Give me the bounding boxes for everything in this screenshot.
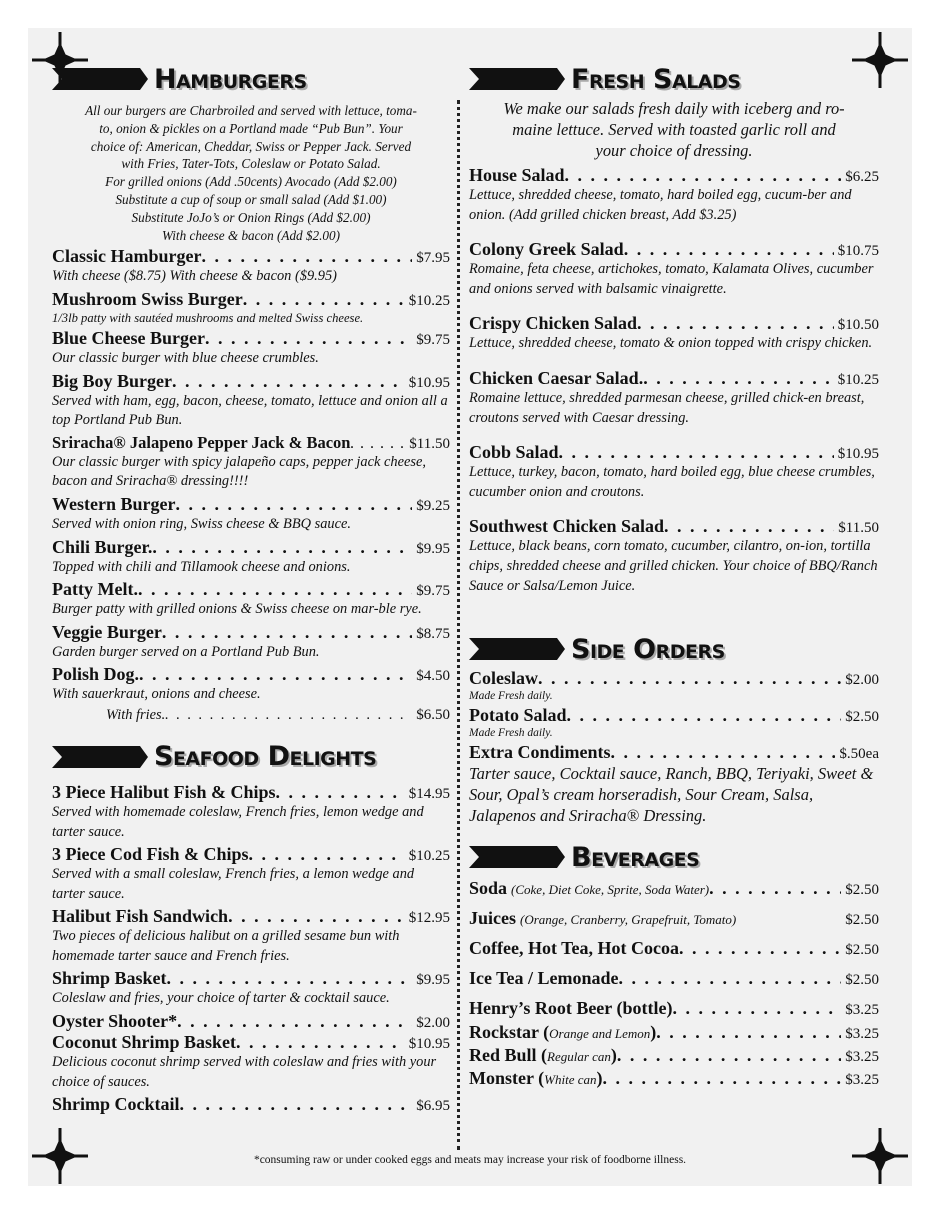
footer-disclaimer: *consuming raw or under cooked eggs and meats may increase your risk of foodborne illness. [253, 1154, 687, 1166]
item-price: $8.75 [416, 625, 450, 642]
menu-item [469, 239, 879, 299]
menu-item [469, 368, 879, 428]
item-price: $3.25 [845, 1026, 879, 1043]
item-price: $9.95 [416, 540, 450, 557]
seafood-header [52, 738, 450, 776]
arrow-banner-icon [52, 68, 148, 90]
item-desc: Served with ham, egg, bacon, cheese, tomato, lettuce and onion all a top Portland Pub Bun. [52, 392, 448, 429]
item-name: Chili Burger. [52, 536, 153, 557]
menu-item [52, 579, 450, 620]
item-note: (Coke, Diet Coke, Sprite, Soda Water) [511, 882, 710, 898]
item-desc: Garden burger served on a Portland Pub Bun. [52, 643, 320, 660]
beverages-header [469, 838, 879, 876]
item-price: $6.25 [845, 169, 879, 185]
item-name: Sriracha® Jalapeno Pepper Jack & Bacon [52, 432, 351, 452]
item-price: $10.95 [408, 374, 450, 391]
menu-item [52, 433, 450, 492]
item-name: Patty Melt. [52, 579, 138, 600]
beverage-item [469, 938, 879, 968]
intro-line: Substitute a cup of soup or small salad (Add $1.00) [115, 191, 387, 207]
item-price: $4.50 [416, 668, 450, 685]
item-name: Colony Greek Salad [469, 239, 624, 260]
item-desc: Burger patty with grilled onions & Swiss cheese on mar-ble rye. [52, 601, 422, 618]
intro-line: maine lettuce. Served with toasted garlic roll and [512, 120, 836, 139]
item-desc: Lettuce, black beans, corn tomato, cucumber, cilantro, on-ion, tortilla chips, shredded cheese and grilled chicken. Your choice of BBQ/Ranch Sauce or Salsa/Lemon Juice. [469, 538, 878, 594]
item-desc: Made Fresh daily. [469, 690, 553, 703]
column-divider [457, 100, 460, 1150]
section-title: Side Orders [571, 633, 725, 665]
item-name: Southwest Chicken Salad [469, 516, 665, 537]
item-desc: Romaine, feta cheese, artichokes, tomato, Kalamata Olives, cucumber and onions served with balsamic vinaigrette. [469, 261, 874, 297]
section-title: Beverages [571, 841, 700, 873]
menu-item [469, 668, 879, 703]
beverage-item [469, 968, 879, 998]
item-price: $7.95 [416, 250, 450, 267]
intro-line: to, onion & pickles on a Portland made “Pub Bun”. Your [99, 120, 403, 136]
menu-item [52, 328, 450, 369]
item-note: Orange and Lemon [549, 1026, 651, 1042]
item-name: Coconut Shrimp Basket [52, 1032, 237, 1053]
intro-line: With cheese & bacon (Add $2.00) [162, 227, 340, 243]
item-name-tail: ) [650, 1022, 657, 1043]
menu-item [469, 705, 879, 740]
item-name: Juices [469, 908, 516, 929]
item-price: $11.50 [409, 435, 450, 452]
beverage-item [469, 1068, 879, 1091]
item-desc: Topped with chili and Tillamook cheese and onions. [52, 558, 351, 575]
item-name: Western Burger [52, 493, 176, 514]
menu-item [52, 289, 450, 326]
item-price: $10.25 [408, 848, 450, 865]
item-note: White can [544, 1072, 597, 1088]
item-desc: With cheese ($8.75) With cheese & bacon ($9.95) [52, 268, 337, 285]
item-price: $9.95 [416, 972, 450, 989]
arrow-banner-icon [469, 846, 565, 868]
section-title: Seafood Delights [154, 741, 377, 773]
item-price: $9.25 [416, 497, 450, 514]
beverage-item [469, 1022, 879, 1045]
menu-item [52, 906, 450, 966]
item-price: $14.95 [408, 785, 450, 802]
intro-line: Substitute JoJo’s or Onion Rings (Add $2.00) [131, 209, 371, 225]
item-name: Crispy Chicken Salad [469, 313, 638, 334]
item-name: Henry’s Root Beer (bottle) [469, 998, 673, 1019]
item-name: 3 Piece Cod Fish & Chips [52, 844, 249, 865]
left-column [52, 60, 450, 1115]
item-name: Ice Tea / Lemonade [469, 968, 619, 989]
item-price: $2.50 [845, 882, 879, 899]
menu-item [469, 442, 879, 502]
menu-item [52, 246, 450, 287]
intro-line: your choice of dressing. [595, 141, 753, 160]
item-desc: Made Fresh daily. [469, 727, 553, 740]
item-name: Halibut Fish Sandwich [52, 906, 229, 927]
intro-line: choice of: American, Cheddar, Swiss or Pepper Jack. Served [90, 138, 412, 154]
beverage-item [469, 1045, 879, 1068]
menu-item [52, 844, 450, 904]
item-name: Polish Dog. [52, 664, 140, 685]
fries-option [52, 707, 450, 724]
item-desc: Served with onion ring, Swiss cheese & BBQ sauce. [52, 515, 351, 532]
menu-item [52, 1011, 450, 1032]
item-price: $10.75 [837, 243, 879, 260]
item-name: House Salad [469, 165, 565, 185]
item-name: Rockstar ( [469, 1022, 550, 1043]
menu-item [469, 742, 879, 826]
item-name: Big Boy Burger [52, 370, 172, 391]
item-name: Shrimp Basket [52, 968, 167, 989]
item-name: Cobb Salad [469, 442, 559, 463]
right-column [469, 60, 879, 1091]
item-price: $2.50 [845, 912, 879, 929]
item-desc: Served with homemade coleslaw, French fries, lemon wedge and tarter sauce. [52, 803, 424, 840]
arrow-banner-icon [469, 638, 565, 660]
item-price: $3.25 [845, 1049, 879, 1066]
item-name: Soda [469, 878, 508, 899]
fries-price: $6.50 [416, 706, 450, 723]
fries-label: With fries. [106, 706, 166, 723]
item-name: Coffee, Hot Tea, Hot Cocoa [469, 938, 679, 959]
item-price: $2.50 [845, 972, 879, 989]
item-name: Veggie Burger [52, 621, 162, 642]
item-name: 3 Piece Halibut Fish & Chips [52, 781, 276, 802]
item-desc: Lettuce, shredded cheese, tomato & onion topped with crispy chicken. [469, 335, 873, 352]
menu-item [52, 1094, 450, 1115]
item-name: Classic Hamburger [52, 246, 202, 267]
hamburgers-header [52, 60, 450, 98]
item-desc: Tarter sauce, Cocktail sauce, Ranch, BBQ, Teriyaki, Sweet & Sour, Opal’s cream horseradish, Sour Cream, Salsa, Jalapenos and Sriracha® Dressing. [469, 764, 874, 826]
item-name: Potato Salad [469, 705, 567, 726]
item-desc: With sauerkraut, onions and cheese. [52, 686, 261, 703]
menu-item [52, 537, 450, 578]
item-desc: Two pieces of delicious halibut on a grilled sesame bun with homemade tarter sauce and French fries. [52, 928, 400, 964]
menu-item [52, 782, 450, 842]
item-desc: Delicious coconut shrimp served with coleslaw and fries with your choice of sauces. [52, 1054, 437, 1090]
item-price: $9.75 [416, 331, 450, 348]
item-name: Coleslaw [469, 668, 538, 689]
item-price: $2.00 [416, 1015, 450, 1032]
menu-item [52, 664, 450, 705]
item-price: $10.50 [837, 317, 879, 334]
item-desc: Our classic burger with spicy jalapeño caps, pepper jack cheese, bacon and Sriracha® dressing!!!! [52, 453, 426, 490]
menu-item [52, 494, 450, 535]
item-price: $10.95 [837, 446, 879, 463]
item-name: Mushroom Swiss Burger [52, 288, 243, 309]
menu-item [469, 516, 879, 596]
item-name: Blue Cheese Burger [52, 327, 205, 348]
intro-line: For grilled onions (Add .50cents) Avocado (Add $2.00) [105, 174, 397, 190]
item-price: $2.00 [845, 672, 879, 689]
arrow-banner-icon [52, 746, 148, 768]
item-price: $10.25 [837, 371, 879, 388]
item-name: Red Bull ( [469, 1045, 548, 1066]
item-desc: Lettuce, shredded cheese, tomato, hard boiled egg, cucum-ber and onion. (Add grilled chicken breast, Add $3.25) [469, 187, 852, 223]
item-desc: Our classic burger with blue cheese crumbles. [52, 349, 319, 366]
item-desc: Romaine lettuce, shredded parmesan cheese, grilled chick-en breast, croutons served with Caesar dressing. [469, 389, 865, 426]
item-price: $9.75 [416, 583, 450, 600]
item-note: (Orange, Cranberry, Grapefruit, Tomato) [520, 912, 737, 928]
item-price: $6.95 [416, 1098, 450, 1115]
section-title: Fresh Salads [571, 63, 741, 95]
item-desc: Served with a small coleslaw, French fries, a lemon wedge and tarter sauce. [52, 866, 415, 902]
salads-intro [469, 98, 879, 161]
item-name: Shrimp Cocktail [52, 1094, 180, 1115]
item-name-tail: ) [610, 1045, 617, 1066]
item-price: $.50ea [839, 746, 879, 763]
section-title: Hamburgers [154, 63, 307, 95]
intro-line: We make our salads fresh daily with iceberg and ro- [503, 99, 845, 118]
menu-item [52, 371, 450, 431]
item-price: $3.25 [845, 1072, 879, 1089]
menu-item [469, 313, 879, 354]
item-price: $10.25 [408, 292, 450, 309]
item-note: Regular can [547, 1049, 611, 1065]
hamburgers-intro [52, 102, 450, 244]
beverage-item [469, 878, 879, 908]
item-name: Chicken Caesar Salad. [469, 367, 644, 388]
item-price: $10.95 [408, 1036, 450, 1053]
item-name: Oyster Shooter* [52, 1011, 178, 1032]
menu-item [52, 622, 450, 663]
item-price: $11.50 [838, 520, 879, 537]
item-name-tail: ) [596, 1068, 603, 1089]
item-desc: Coleslaw and fries, your choice of tarter & cocktail sauce. [52, 990, 390, 1007]
beverage-item [469, 908, 879, 938]
item-desc: Lettuce, turkey, bacon, tomato, hard boiled egg, blue cheese crumbles, cucumber onion and croutons. [469, 464, 875, 500]
beverage-item [469, 998, 879, 1022]
item-desc: 1/3lb patty with sautéed mushrooms and melted Swiss cheese. [52, 310, 364, 325]
item-price: $2.50 [845, 709, 879, 726]
item-name: Monster ( [469, 1068, 545, 1089]
menu-item [52, 1032, 450, 1092]
menu-item [469, 165, 879, 225]
item-price: $2.50 [845, 942, 879, 959]
item-price: $3.25 [845, 1002, 879, 1019]
intro-line: All our burgers are Charbroiled and served with lettuce, toma- [85, 103, 417, 118]
item-price: $12.95 [408, 910, 450, 927]
sides-header [469, 630, 879, 668]
salads-header [469, 60, 879, 98]
menu-item [52, 968, 450, 1009]
item-name: Extra Condiments [469, 742, 611, 763]
intro-line: with Fries, Tater-Tots, Coleslaw or Potato Salad. [121, 156, 381, 172]
arrow-banner-icon [469, 68, 565, 90]
